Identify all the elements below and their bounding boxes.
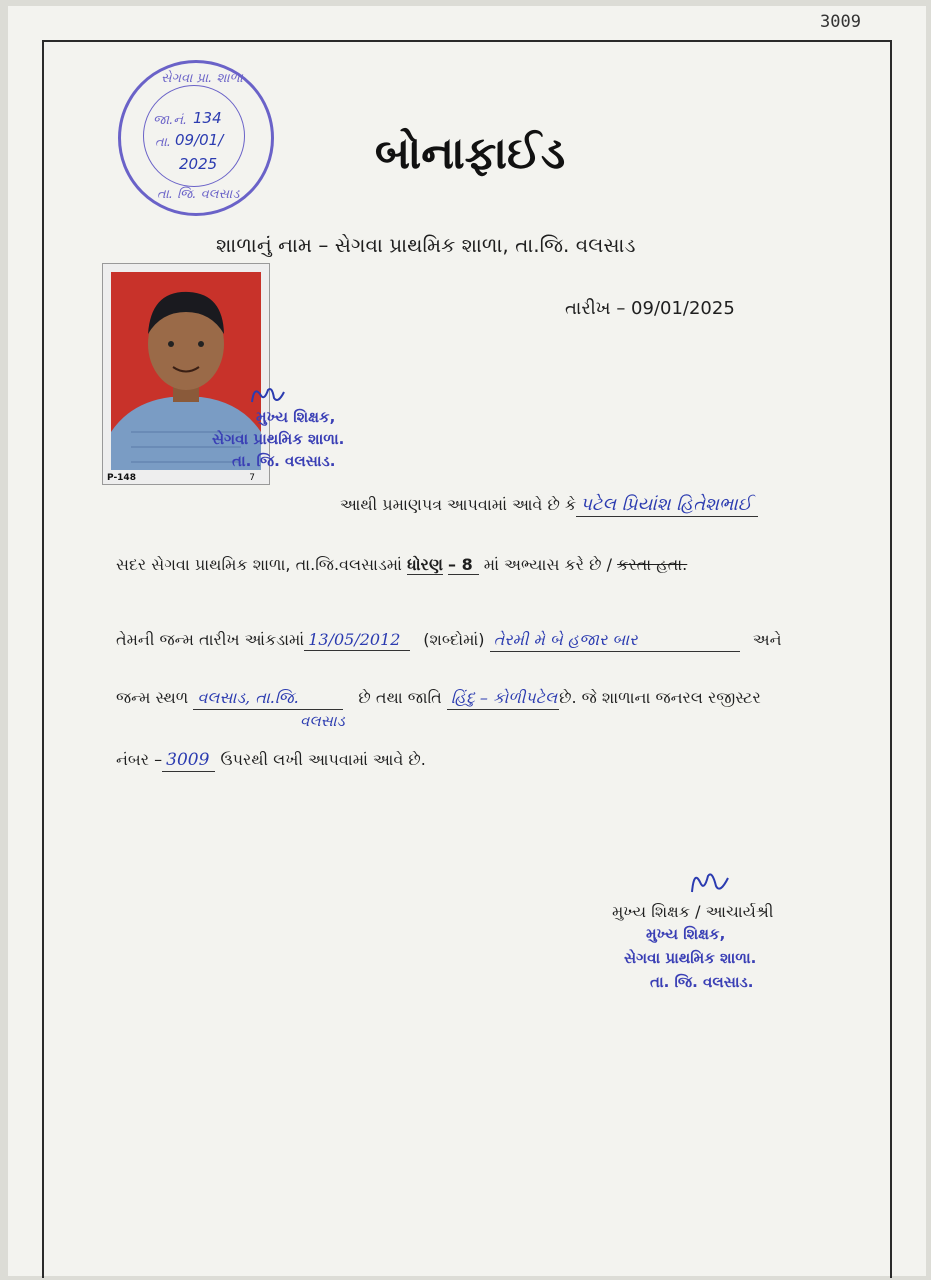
- seal-bottom-text: તા. જિ. વલસાડ: [157, 187, 240, 202]
- caste-label: છે તથા જાતિ: [358, 688, 442, 707]
- struck-text: કરતા હતા.: [617, 555, 688, 574]
- birthdate-digits: 13/05/2012: [304, 630, 410, 651]
- closing-text: ઉપરથી લખી આપવામાં આવે છે.: [220, 750, 426, 769]
- body-line-5: [116, 750, 426, 772]
- certificate-border: [42, 40, 892, 1278]
- photo-stamp-line2: સેગવા પ્રાથમિક શાળા.: [212, 430, 345, 448]
- standard-label: ધોરણ: [407, 555, 443, 574]
- certificate-title: બોનાફાઈડ: [374, 128, 566, 179]
- student-name: પટેલ પ્રિયાંશ હિતેશભાઈ: [576, 494, 757, 517]
- birthdate-words-label: (શબ્દોમાં): [423, 630, 485, 649]
- caste: હિંદુ – કોળીપટેલ: [447, 688, 559, 710]
- certify-text: આથી પ્રમાણપત્ર આપવામાં આવે છે કે: [340, 495, 577, 514]
- photo-stamp: [212, 406, 345, 472]
- school-name-line: શાળાનું નામ – સેગવા પ્રાથમિક શાળા, તા.જિ. વલસાડ: [216, 233, 636, 257]
- seal-no-value: 134: [193, 109, 222, 127]
- photo-signature-icon: [248, 384, 288, 408]
- photo-label-left: P-148: [107, 473, 136, 483]
- signature-designation: મુખ્ય શિક્ષક / આચાર્યશ્રી: [612, 902, 774, 921]
- body-line-4: [116, 688, 761, 710]
- birthdate-digits-label: તેમની જન્મ તારીખ આંકડામાં: [116, 630, 305, 649]
- photo-stamp-line3: તા. જિ. વલસાડ.: [232, 452, 336, 470]
- corner-register-number: 3009: [820, 12, 861, 32]
- body-line-1: [340, 494, 758, 517]
- signature-stamp: [624, 922, 756, 994]
- body-line-2: [116, 555, 687, 575]
- seal-year: 2025: [179, 155, 218, 173]
- seal-no-label: જા.નં.: [153, 113, 188, 128]
- standard-value: – 8: [448, 555, 479, 575]
- school-reference-text: સદર સેગવા પ્રાથમિક શાળા, તા.જિ.વલસાડમાં: [116, 555, 402, 574]
- signature-stamp-line2: સેગવા પ્રાથમિક શાળા.: [624, 949, 757, 967]
- seal-date-value: 09/01/: [175, 131, 224, 149]
- birthplace-line2: વલસાડ: [300, 712, 345, 730]
- seal-date-label: તા.: [155, 135, 171, 150]
- photo-stamp-line1: મુખ્ય શિક્ષક,: [256, 408, 336, 426]
- signature-stamp-line3: તા. જિ. વલસાડ.: [650, 973, 754, 991]
- school-round-seal: [118, 60, 274, 216]
- signature-stamp-line1: મુખ્ય શિક્ષક,: [646, 925, 726, 943]
- register-number: 3009: [162, 750, 215, 772]
- birthdate-words: તેરમી મે બે હજાર બાર: [490, 630, 740, 652]
- body-line-3: [116, 630, 782, 652]
- register-text: છે. જે શાળાના જનરલ રજીસ્ટર: [559, 688, 761, 707]
- principal-signature-icon: [688, 868, 732, 898]
- register-number-label: નંબર –: [116, 750, 163, 769]
- studying-text: માં અભ્યાસ કરે છે /: [483, 555, 612, 574]
- seal-arc-text: સેગવા પ્રા. શાળા: [161, 71, 243, 86]
- birthplace: વલસાડ, તા.જિ.: [193, 688, 343, 710]
- certificate-date: તારીખ – 09/01/2025: [565, 298, 735, 319]
- birthplace-label: જન્મ સ્થળ: [116, 688, 189, 707]
- and-text: અને: [752, 630, 782, 649]
- photo-label-right: 7: [249, 473, 255, 483]
